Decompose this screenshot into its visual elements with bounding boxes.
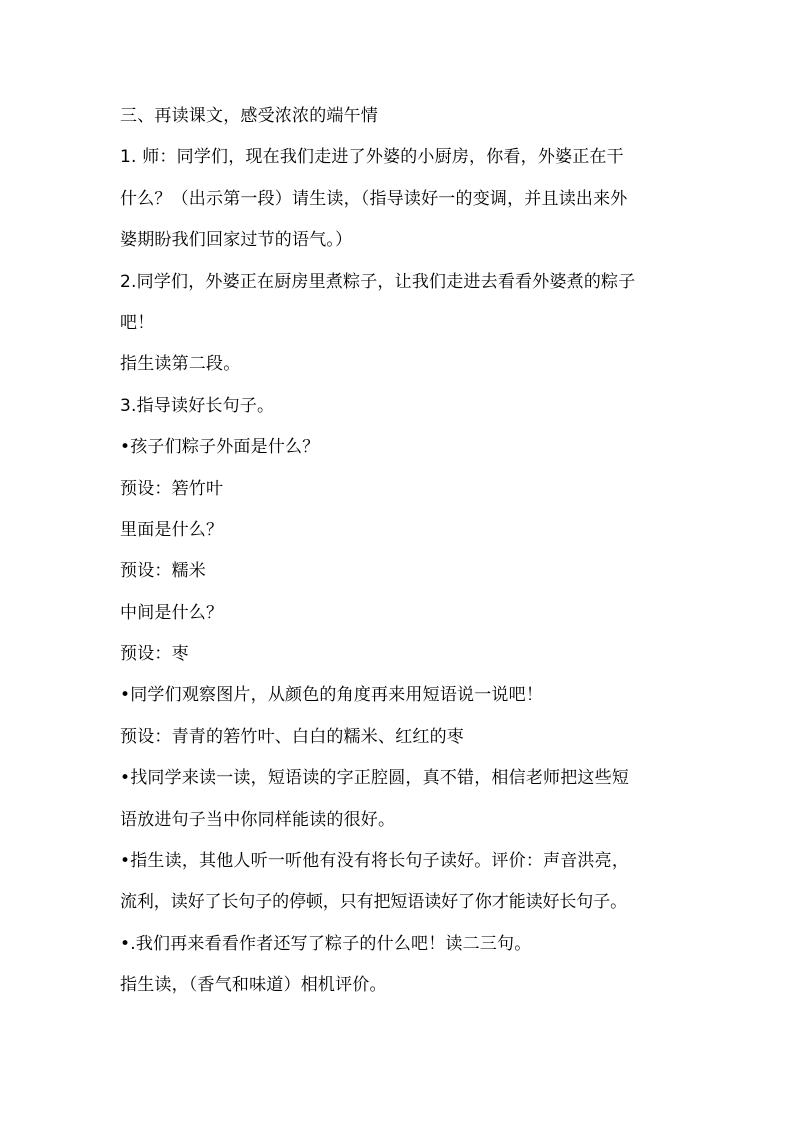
paragraph-line: 预设：糯米 <box>120 561 206 582</box>
paragraph-line: 1. 师：同学们，现在我们走进了外婆的小厨房，你看，外婆正在干 <box>120 147 624 168</box>
paragraph-line: 什么？（出示第一段）请生读，（指导读好一的变调，并且读出来外 <box>120 188 628 209</box>
bullet-line: •同学们观察图片，从颜色的角度再来用短语说一说吧！ <box>120 685 544 706</box>
document-body <box>120 103 692 1014</box>
bullet-line: •指生读，其他人听一听他有没有将长句子读好。评价：声音洪亮， <box>120 851 630 872</box>
bullet-line: •.我们再来看看作者还写了粽子的什么吧！读二三句。 <box>120 933 532 954</box>
paragraph-line: 3.指导读好长句子。 <box>120 395 275 416</box>
paragraph-line: 指生读，（香气和味道）相机评价。 <box>120 975 387 996</box>
paragraph-line: 里面是什么？ <box>120 519 224 540</box>
paragraph-line: 预设：枣 <box>120 644 189 665</box>
paragraph-line: 语放进句子当中你同样能读的很好。 <box>120 809 396 830</box>
paragraph-line: 预设：箬竹叶 <box>120 478 224 499</box>
paragraph-line: 婆期盼我们回家过节的语气。） <box>120 230 353 251</box>
paragraph-line: 预设：青青的箬竹叶、白白的糯米、红红的枣 <box>120 726 464 747</box>
bullet-line: •孩子们粽子外面是什么？ <box>120 437 320 458</box>
bullet-line: •找同学来读一读，短语读的字正腔圆，真不错，相信老师把这些短 <box>120 768 630 789</box>
paragraph-line: 2.同学们，外婆正在厨房里煮粽子，让我们走进去看看外婆煮的粽子 <box>120 271 636 292</box>
paragraph-line: 中间是什么？ <box>120 602 224 623</box>
paragraph-line: 流利，读好了长句子的停顿，只有把短语读好了你才能读好长句子。 <box>120 892 627 913</box>
section-heading: 三、再读课文，感受浓浓的端午情 <box>120 106 378 126</box>
paragraph-line: 指生读第二段。 <box>120 354 241 375</box>
paragraph-line: 吧！ <box>120 312 155 333</box>
